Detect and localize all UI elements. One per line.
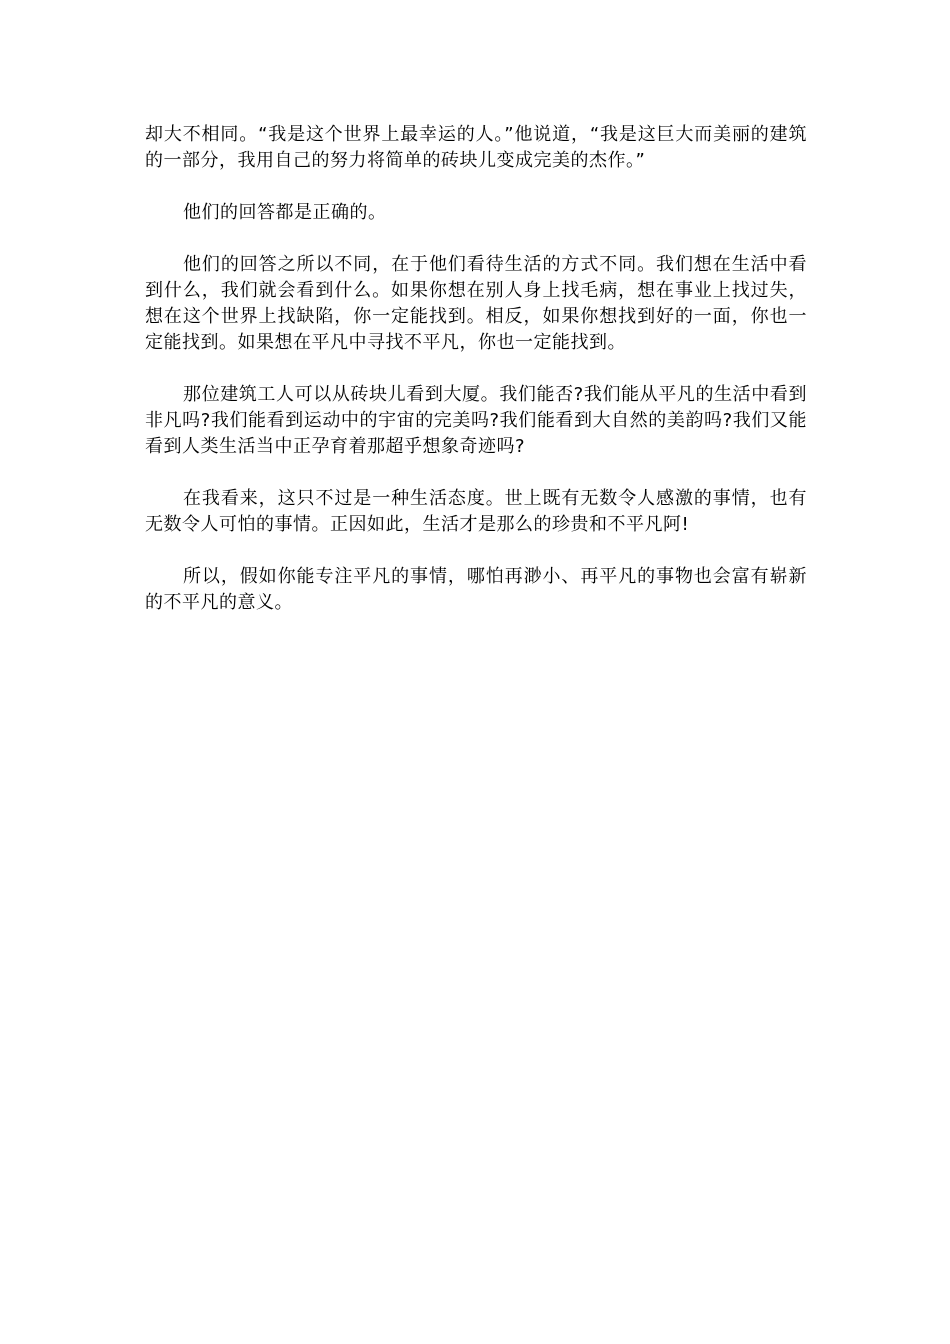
- paragraph: 他们的回答都是正确的。: [183, 202, 387, 223]
- document-body: [145, 122, 807, 642]
- paragraph: 那位建筑工人可以从砖块儿看到大厦。我们能否?我们能从平凡的生活中看到非凡吗?我们能看到运动中的宇宙的完美吗?我们能看到大自然的美韵吗?我们又能看到人类生活当中正孕育着那超乎想象奇迹吗?: [145, 384, 807, 457]
- paragraph: 在我看来，这只不过是一种生活态度。世上既有无数令人感激的事情，也有无数令人可怕的事情。正因如此，生活才是那么的珍贵和不平凡阿!: [145, 488, 807, 535]
- paragraph-continuation: 却大不相同。“我是这个世界上最幸运的人。”他说道，“我是这巨大而美丽的建筑的一部分，我用自己的努力将简单的砖块儿变成完美的杰作。”: [145, 124, 807, 171]
- paragraph: 所以，假如你能专注平凡的事情，哪怕再渺小、再平凡的事物也会富有崭新的不平凡的意义。: [145, 566, 807, 613]
- paragraph: 他们的回答之所以不同，在于他们看待生活的方式不同。我们想在生活中看到什么，我们就会看到什么。如果你想在别人身上找毛病，想在事业上找过失，想在这个世界上找缺陷，你一定能找到。相反，如果你想找到好的一面，你也一定能找到。如果想在平凡中寻找不平凡，你也一定能找到。: [145, 254, 807, 353]
